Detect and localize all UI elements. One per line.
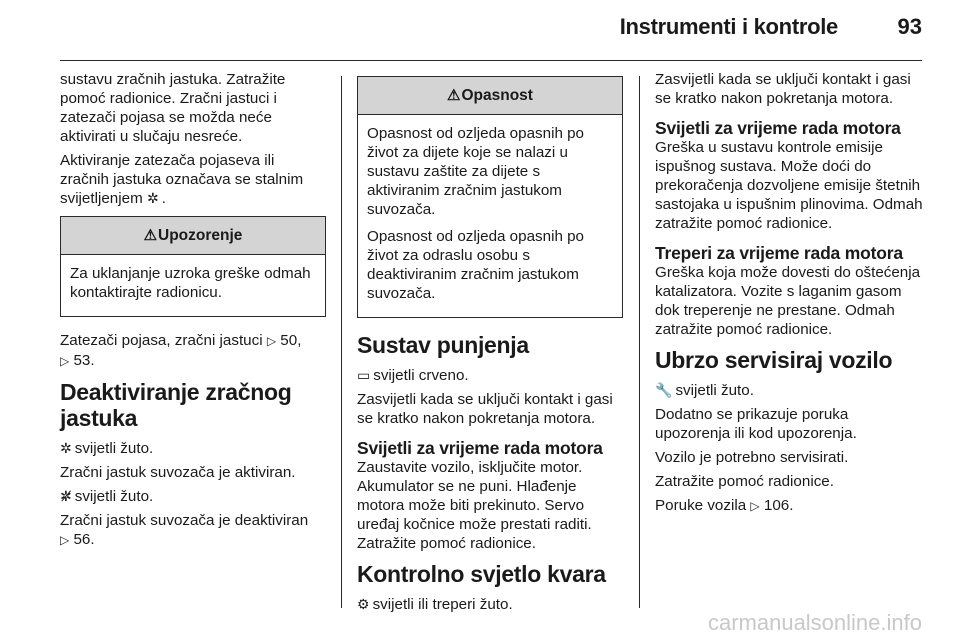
- subheading: Treperi za vrijeme rada motora: [655, 243, 903, 263]
- page-header: [0, 0, 960, 62]
- warning-triangle-icon: ⚠: [447, 87, 461, 104]
- section-heading: Deaktiviranje zračnog jastuka: [60, 379, 292, 431]
- subheading: Svijetli za vrijeme rada motora: [655, 118, 901, 138]
- warning-box-header: [61, 217, 325, 255]
- section-heading: Sustav punjenja: [357, 332, 529, 358]
- danger-text: Opasnost od ozljeda opasnih po život za dijete koje se nalazi u sustavu zaštite za dijete s aktiviranim zračnim jastukom suvozača.: [367, 125, 585, 218]
- section-heading: Kontrolno svjetlo kvara: [357, 561, 606, 587]
- engine-check-icon: ⚙: [357, 596, 370, 612]
- page-reference-icon: ▷: [750, 499, 760, 513]
- paragraph: Zračni jastuk suvozača je deaktiviran ▷ 56.: [60, 512, 309, 548]
- service-wrench-car-icon: 🔧: [655, 382, 673, 398]
- indicator-line: ✲ svijetli žuto.: [60, 440, 154, 457]
- page-link[interactable]: 53.: [73, 352, 95, 369]
- column-right: [655, 70, 923, 521]
- paragraph: Zaustavite vozilo, isključite motor. Akumulator se ne puni. Hlađenje motora može biti prekinuto. Servo uređaj kočnice može prestati raditi. Zatražite pomoć radionice.: [357, 459, 592, 552]
- column-left: [60, 70, 326, 555]
- page-number: 93: [897, 14, 922, 39]
- subheading: Svijetli za vrijeme rada motora: [357, 438, 603, 458]
- indicator-line: 🔧 svijetli žuto.: [655, 382, 754, 399]
- column-divider-left: [341, 76, 342, 608]
- section-title: Instrumenti i kontrole: [619, 14, 838, 39]
- column-divider-right: [639, 76, 640, 608]
- paragraph: Greška koja može dovesti do oštećenja katalizatora. Vozite s laganim gasom dok treperenje ne prestane. Odmah zatražite pomoć radionice.: [655, 264, 921, 338]
- warning-text: Za uklanjanje uzroka greške odmah kontaktirajte radionicu.: [70, 265, 311, 301]
- header-rule: [60, 60, 922, 61]
- warning-box: [60, 216, 326, 317]
- paragraph: Greška u sustavu kontrole emisije ispušnog sustava. Može doći do prekoračenja dozvoljene emisije štetnih sastojaka u ispušnim plinovima. Odmah zatražite pomoć radionice.: [655, 139, 923, 232]
- paragraph: Vozilo je potrebno servisirati.: [655, 449, 849, 466]
- airbag-icon: ✲: [146, 190, 159, 206]
- column-middle: [357, 70, 623, 619]
- page-link[interactable]: 56.: [73, 531, 95, 548]
- danger-title: Opasnost: [461, 87, 533, 104]
- paragraph: Zračni jastuk suvozača je aktiviran.: [60, 464, 296, 481]
- paragraph: Zatražite pomoć radionice.: [655, 473, 834, 490]
- cross-reference: Poruke vozila ▷ 106.: [655, 497, 794, 514]
- warning-box-body: [61, 255, 325, 316]
- airbag-on-icon: ✲: [60, 440, 72, 456]
- page-reference-icon: ▷: [60, 354, 70, 368]
- page-link[interactable]: 50,: [280, 332, 302, 349]
- page-reference-icon: ▷: [266, 334, 277, 348]
- danger-text: Opasnost od ozljeda opasnih po život za odraslu osobu s deaktiviranim zračnim jastukom suvozača.: [367, 228, 585, 302]
- cross-reference: Zatezači pojasa, zračni jastuci ▷ 50, ▷ 53.: [60, 332, 302, 369]
- section-heading: Ubrzo servisiraj vozilo: [655, 347, 893, 373]
- paragraph: Zasvijetli kada se uključi kontakt i gasi se kratko nakon pokretanja motora.: [655, 71, 911, 107]
- paragraph: Dodatno se prikazuje poruka upozorenja ili kod upozorenja.: [655, 406, 857, 442]
- battery-icon: ▭: [357, 367, 371, 383]
- danger-box: [357, 76, 623, 318]
- paragraph: Zasvijetli kada se uključi kontakt i gasi se kratko nakon pokretanja motora.: [357, 391, 613, 427]
- page-link[interactable]: 106.: [763, 497, 794, 514]
- warning-title: Upozorenje: [158, 227, 243, 244]
- paragraph: sustavu zračnih jastuka. Zatražite pomoć radionice. Zračni jastuci i zatezači pojasa se možda neće aktivirati u slučaju nesreće.: [60, 71, 286, 145]
- page-reference-icon: ▷: [60, 533, 70, 547]
- danger-box-header: [358, 77, 622, 115]
- indicator-line: ⚙ svijetli ili treperi žuto.: [357, 596, 513, 613]
- indicator-line: ✲̸ svijetli žuto.: [60, 488, 154, 505]
- indicator-line: ▭ svijetli crveno.: [357, 367, 469, 384]
- danger-box-body: [358, 115, 622, 317]
- paragraph: Aktiviranje zatezača pojaseva ili zračnih jastuka označava se stalnim svijetljenjem ✲ .: [60, 152, 304, 207]
- airbag-off-icon: ✲̸: [60, 488, 72, 504]
- warning-triangle-icon: ⚠: [143, 227, 158, 244]
- watermark: carmanualsonline.info: [707, 610, 922, 635]
